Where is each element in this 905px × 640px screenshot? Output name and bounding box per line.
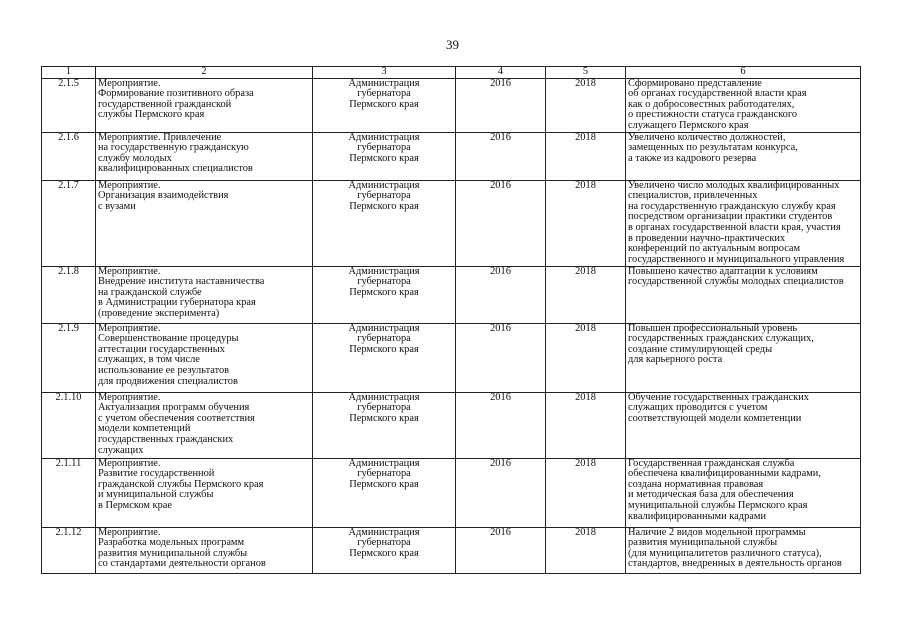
table-row xyxy=(42,527,861,573)
start-year: 2016 xyxy=(456,527,546,573)
measure-name: Мероприятие. Привлечение на государственную гражданскую службу молодых квалифицированных специалистов xyxy=(96,132,313,180)
start-year: 2016 xyxy=(456,78,546,132)
end-year: 2018 xyxy=(546,323,626,392)
executor: Администрация губернатора Пермского края xyxy=(313,392,456,458)
end-year: 2018 xyxy=(546,78,626,132)
measure-name: Мероприятие. Развитие государственной гражданской службы Пермского края и муниципальной службы в Пермском крае xyxy=(96,458,313,527)
start-year: 2016 xyxy=(456,392,546,458)
column-header: 4 xyxy=(456,67,546,79)
measure-name: Мероприятие. Актуализация программ обучения с учетом обеспечения соответствия модели компетенций государственных гражданских служащих xyxy=(96,392,313,458)
table-row xyxy=(42,180,861,266)
expected-result: Сформировано представление об органах государственной власти края как о добросовестных работодателях, о престижности статуса гражданского служащего Пермского края xyxy=(626,78,861,132)
row-number: 2.1.5 xyxy=(42,78,96,132)
column-header: 5 xyxy=(546,67,626,79)
row-number: 2.1.7 xyxy=(42,180,96,266)
executor: Администрация губернатора Пермского края xyxy=(313,458,456,527)
table-row xyxy=(42,78,861,132)
expected-result: Повышено качество адаптации к условиям государственной службы молодых специалистов xyxy=(626,266,861,323)
expected-result: Наличие 2 видов модельной программы развития муниципальной службы (для муниципалитетов различного статуса), стандартов, внедренных в деятельность органов xyxy=(626,527,861,573)
row-number: 2.1.10 xyxy=(42,392,96,458)
page-number: 39 xyxy=(446,37,459,52)
measures-table xyxy=(41,66,861,574)
measure-name: Мероприятие. Организация взаимодействия с вузами xyxy=(96,180,313,266)
expected-result: Государственная гражданская служба обеспечена квалифицированными кадрами, создана нормативная правовая и методическая база для обеспечения муниципальной службы Пермского края квалифицированными кадрами xyxy=(626,458,861,527)
executor: Администрация губернатора Пермского края xyxy=(313,78,456,132)
column-header: 2 xyxy=(96,67,313,79)
table-row xyxy=(42,323,861,392)
table-row xyxy=(42,266,861,323)
row-number: 2.1.6 xyxy=(42,132,96,180)
table-row xyxy=(42,458,861,527)
executor: Администрация губернатора Пермского края xyxy=(313,266,456,323)
measure-name: Мероприятие. Внедрение института наставничества на гражданской службе в Администрации губернатора края (проведение эксперимента) xyxy=(96,266,313,323)
row-number: 2.1.11 xyxy=(42,458,96,527)
executor: Администрация губернатора Пермского края xyxy=(313,527,456,573)
measure-name: Мероприятие. Совершенствование процедуры аттестации государственных служащих, в том числе использование ее результатов для продвижения специалистов xyxy=(96,323,313,392)
measure-name: Мероприятие. Разработка модельных программ развития муниципальной службы со стандартами деятельности органов xyxy=(96,527,313,573)
end-year: 2018 xyxy=(546,392,626,458)
table-row xyxy=(42,392,861,458)
expected-result: Обучение государственных гражданских служащих проводится с учетом соответствующей модели компетенции xyxy=(626,392,861,458)
end-year: 2018 xyxy=(546,527,626,573)
column-number-row xyxy=(42,67,861,79)
table-row xyxy=(42,132,861,180)
executor: Администрация губернатора Пермского края xyxy=(313,180,456,266)
start-year: 2016 xyxy=(456,132,546,180)
column-header: 6 xyxy=(626,67,861,79)
end-year: 2018 xyxy=(546,132,626,180)
row-number: 2.1.8 xyxy=(42,266,96,323)
measure-name: Мероприятие. Формирование позитивного образа государственной гражданской службы Пермского края xyxy=(96,78,313,132)
start-year: 2016 xyxy=(456,266,546,323)
start-year: 2016 xyxy=(456,180,546,266)
executor: Администрация губернатора Пермского края xyxy=(313,323,456,392)
end-year: 2018 xyxy=(546,180,626,266)
expected-result: Повышен профессиональный уровень государственных гражданских служащих, создание стимулирующей среды для карьерного роста xyxy=(626,323,861,392)
end-year: 2018 xyxy=(546,458,626,527)
row-number: 2.1.9 xyxy=(42,323,96,392)
start-year: 2016 xyxy=(456,323,546,392)
expected-result: Увеличено число молодых квалифицированных специалистов, привлеченных на государственную гражданскую службу края посредством организации практики студентов в органах государственной власти края, участия в проведении научно-практических конференций по актуальным вопросам государственного и муниципального управления xyxy=(626,180,861,266)
column-header: 1 xyxy=(42,67,96,79)
executor: Администрация губернатора Пермского края xyxy=(313,132,456,180)
start-year: 2016 xyxy=(456,458,546,527)
column-header: 3 xyxy=(313,67,456,79)
end-year: 2018 xyxy=(546,266,626,323)
row-number: 2.1.12 xyxy=(42,527,96,573)
expected-result: Увеличено количество должностей, замещенных по результатам конкурса, а также из кадрового резерва xyxy=(626,132,861,180)
